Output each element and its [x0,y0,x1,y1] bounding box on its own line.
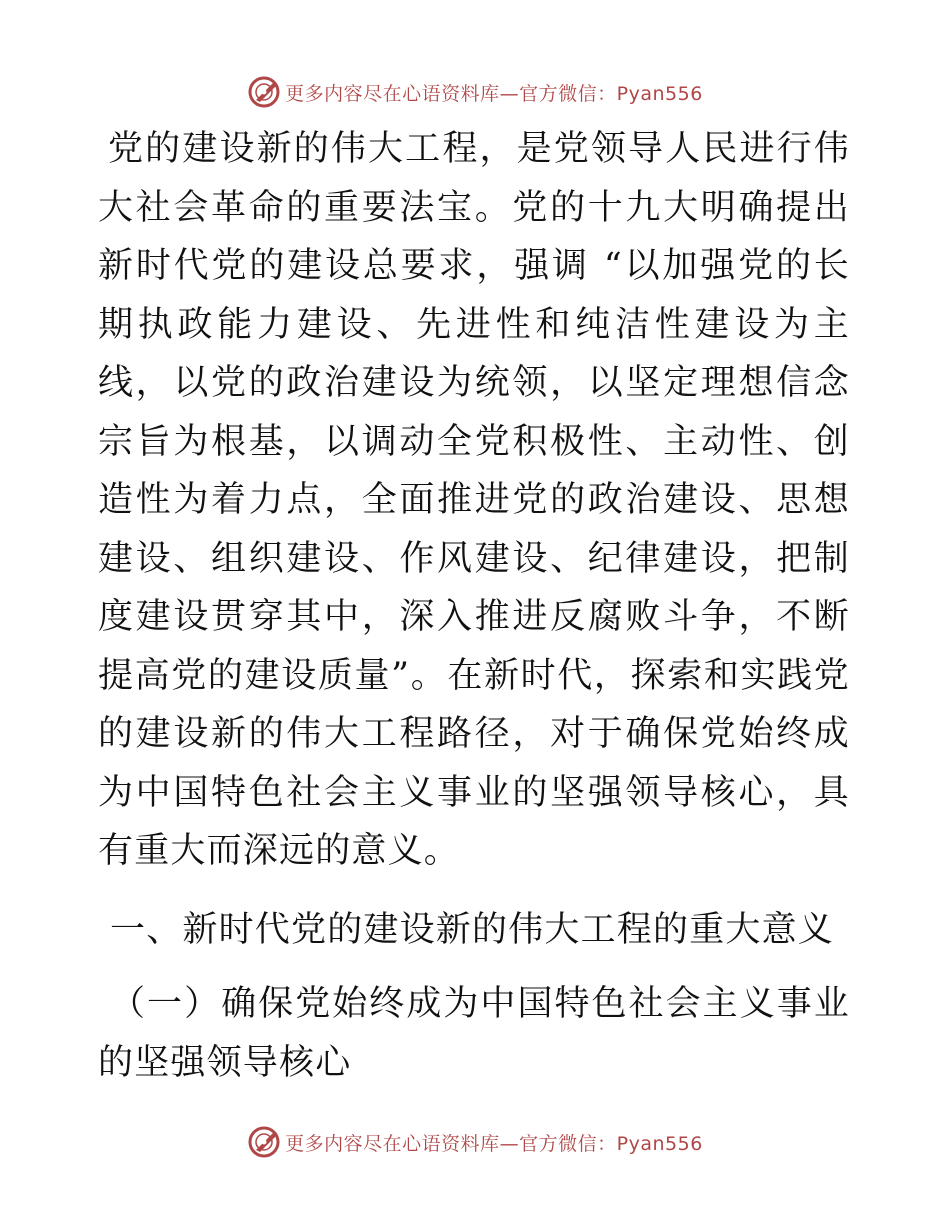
subsection-heading: （一）确保党始终成为中国特色社会主义事业的坚强领导核心 [98,984,850,1083]
intro-paragraph: 党的建设新的伟大工程，是党领导人民进行伟大社会革命的重要法宝。党的十九大明确提出新时代党的建设总要求，强调 “以加强党的长期执政能力建设、先进性和纯洁性建设为主线，以党的政治建设为统领，以坚定理想信念宗旨为根基，以调动全党积极性、主动性、创造性为着力点，全面推进党的政治建设、思想建设、组织建设、作风建设、纪律建设，把制度建设贯穿其中，深入推进反腐败斗争，不断提高党的建设质量”。在新时代，探索和实践党的建设新的伟大工程路径，对于确保党始终成为中国特色社会主义事业的坚强领导核心，具有重大而深远的意义。 [98,129,850,871]
header-watermark [0,72,950,112]
footer-watermark [0,1122,950,1162]
document-body [98,120,850,1092]
watermark-text: 更多内容尽在心语资料库—官方微信：Pyan556 [285,82,703,105]
seal-logo-icon [247,1125,281,1159]
section-heading: 一、新时代党的建设新的伟大工程的重大意义 [110,909,835,950]
watermark-text: 更多内容尽在心语资料库—官方微信：Pyan556 [285,1132,703,1155]
seal-logo-icon [247,75,281,109]
